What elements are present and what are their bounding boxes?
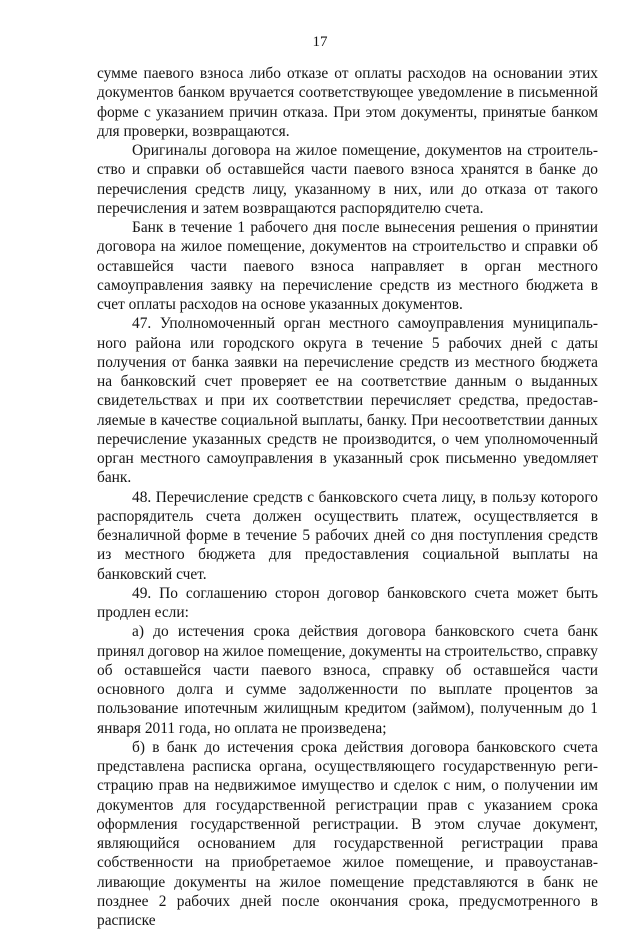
paragraph-clause-49-a: а) до истечения срока действия договора банковского счета банк принял договор на жилое помещение, документы на строительство, справку об оставшейся части паевого взноса, справку об оставшейся части основного долга и сумме задолженности по выплате процентов за пользование ипотечным жилищным кредитом (займом), полученным до 1 января 2011 года, но оплата не произведена; (97, 623, 598, 737)
paragraph-continuation: сумме паевого взноса либо отказе от оплаты расходов на основании этих документов банком вручается соответствующее уведомление в письменной форме с указанием причин отказа. При этом документы, принятые банком для проверки, возвращаются. (97, 65, 598, 140)
paragraph-clause-49: 49. По соглашению сторон договор банковского счета может быть продлен если: (97, 584, 598, 621)
paragraph-originals-storage: Оригиналы договора на жилое помещение, документов на строитель-ство и справки об оставшейся части паевого взноса хранятся в банке до перечисления средств лицу, указанному в них, или до отказа от такого перечисления и затем возвращаются распорядителю счета. (97, 142, 598, 217)
paragraph-bank-request: Банк в течение 1 рабочего дня после вынесения решения о принятии договора на жилое помещение, документов на строительство и справки об оставшейся части паевого взноса направляет в орган местного самоуправления заявку на перечисление средств из местного бюджета в счет оплаты расходов на основе указанных документов. (97, 219, 598, 313)
paragraph-clause-48: 48. Перечисление средств с банковского счета лицу, в пользу которого распорядитель счета должен осуществить платеж, осуществляется в безналичной форме в течение 5 рабочих дней со дня поступления средств из местного бюджета для предоставления социальной выплаты на банковский счет. (97, 488, 598, 583)
paragraph-clause-47: 47. Уполномоченный орган местного самоуправления муниципаль-ного района или городского округа в течение 5 рабочих дней с даты получения от банка заявки на перечисление средств из местного бюджета на банковский счет проверяет ее на соответствие данным о выданных свидетельствах и при их соответствии перечисляет средства, предостав-ляемые в качестве социальной выплаты, банку. При несоответствии данных перечисление указанных средств не производится, о чем уполномоченный орган местного самоуправления в указанный срок письменно уведомляет банк. (97, 315, 598, 487)
page-number: 17 (312, 34, 328, 50)
paragraph-clause-49-b: б) в банк до истечения срока действия договора банковского счета представлена расписка органа, осуществляющего государственную реги-страцию прав на недвижимое имущество и сделок с ним, о получении им документов для государственной регистрации прав с указанием срока оформления государственной регистрации. В этом случае документ, являющийся основанием для государственной регистрации права собственности на приобретаемое жилое помещение, и правоустанав-ливающие документы на жилое помещение представляются в банк не позднее 2 рабочих дней после окончания срока, предусмотренного в расписке (97, 738, 598, 929)
document-body (97, 64, 598, 930)
